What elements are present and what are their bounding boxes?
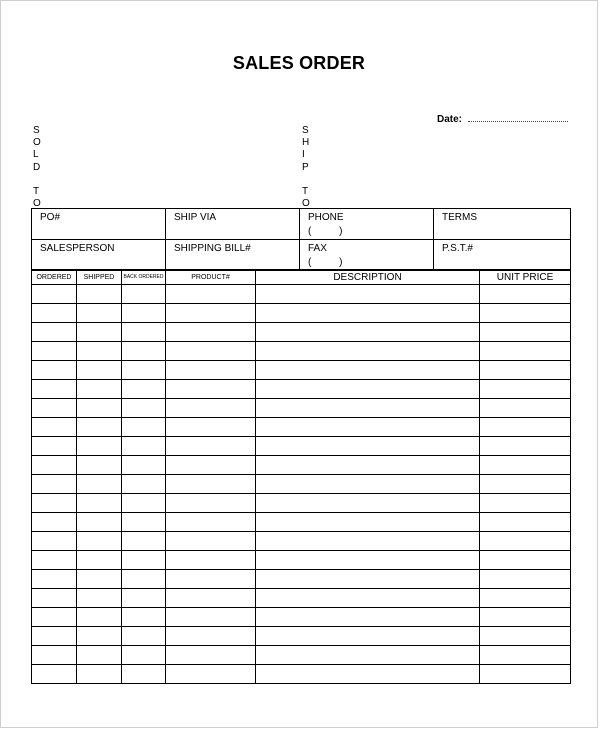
header-shipped: SHIPPED bbox=[77, 270, 122, 285]
pst-cell[interactable] bbox=[434, 240, 571, 271]
table-row bbox=[32, 532, 571, 551]
cell-shipped[interactable] bbox=[77, 513, 122, 532]
cell-description[interactable] bbox=[256, 304, 480, 323]
cell-ordered[interactable] bbox=[32, 494, 77, 513]
cell-shipped[interactable] bbox=[77, 589, 122, 608]
table-row bbox=[32, 342, 571, 361]
cell-back-ordered[interactable] bbox=[122, 551, 166, 570]
cell-ordered[interactable] bbox=[32, 399, 77, 418]
cell-back-ordered[interactable] bbox=[122, 475, 166, 494]
cell-description[interactable] bbox=[256, 456, 480, 475]
table-row bbox=[32, 646, 571, 665]
pst-label: P.S.T.# bbox=[442, 243, 473, 254]
cell-product[interactable] bbox=[166, 399, 256, 418]
header-back-ordered: BACK ORDERED bbox=[122, 270, 166, 285]
cell-product[interactable] bbox=[166, 361, 256, 380]
cell-shipped[interactable] bbox=[77, 627, 122, 646]
cell-product[interactable] bbox=[166, 380, 256, 399]
cell-back-ordered[interactable] bbox=[122, 589, 166, 608]
ship-to-label: S H I P T O bbox=[302, 125, 310, 210]
cell-unit-price[interactable] bbox=[480, 323, 571, 342]
cell-ordered[interactable] bbox=[32, 475, 77, 494]
salesperson-label: SALESPERSON bbox=[40, 243, 115, 254]
cell-ordered[interactable] bbox=[32, 285, 77, 304]
cell-product[interactable] bbox=[166, 513, 256, 532]
cell-ordered[interactable] bbox=[32, 437, 77, 456]
cell-description[interactable] bbox=[256, 513, 480, 532]
cell-ordered[interactable] bbox=[32, 323, 77, 342]
cell-shipped[interactable] bbox=[77, 570, 122, 589]
cell-product[interactable] bbox=[166, 342, 256, 361]
line-items-table bbox=[31, 269, 571, 684]
cell-description[interactable] bbox=[256, 532, 480, 551]
salesperson-cell[interactable] bbox=[32, 240, 166, 271]
ship-via-label: SHIP VIA bbox=[174, 212, 217, 223]
date-field[interactable] bbox=[437, 113, 568, 125]
cell-unit-price[interactable] bbox=[480, 627, 571, 646]
cell-shipped[interactable] bbox=[77, 342, 122, 361]
cell-unit-price[interactable] bbox=[480, 342, 571, 361]
cell-product[interactable] bbox=[166, 456, 256, 475]
cell-back-ordered[interactable] bbox=[122, 361, 166, 380]
phone-parens: ( ) bbox=[308, 226, 343, 237]
fax-parens: ( ) bbox=[308, 257, 343, 268]
cell-product[interactable] bbox=[166, 494, 256, 513]
cell-ordered[interactable] bbox=[32, 551, 77, 570]
cell-description[interactable] bbox=[256, 608, 480, 627]
cell-unit-price[interactable] bbox=[480, 665, 571, 684]
table-row bbox=[32, 494, 571, 513]
cell-unit-price[interactable] bbox=[480, 513, 571, 532]
cell-shipped[interactable] bbox=[77, 532, 122, 551]
cell-shipped[interactable] bbox=[77, 285, 122, 304]
cell-description[interactable] bbox=[256, 475, 480, 494]
cell-ordered[interactable] bbox=[32, 513, 77, 532]
cell-back-ordered[interactable] bbox=[122, 570, 166, 589]
cell-product[interactable] bbox=[166, 418, 256, 437]
table-row bbox=[32, 437, 571, 456]
cell-unit-price[interactable] bbox=[480, 399, 571, 418]
cell-shipped[interactable] bbox=[77, 456, 122, 475]
cell-back-ordered[interactable] bbox=[122, 456, 166, 475]
table-row bbox=[32, 304, 571, 323]
cell-product[interactable] bbox=[166, 570, 256, 589]
cell-ordered[interactable] bbox=[32, 665, 77, 684]
cell-ordered[interactable] bbox=[32, 418, 77, 437]
cell-back-ordered[interactable] bbox=[122, 608, 166, 627]
cell-shipped[interactable] bbox=[77, 304, 122, 323]
cell-description[interactable] bbox=[256, 418, 480, 437]
cell-shipped[interactable] bbox=[77, 323, 122, 342]
cell-unit-price[interactable] bbox=[480, 418, 571, 437]
cell-ordered[interactable] bbox=[32, 589, 77, 608]
cell-product[interactable] bbox=[166, 551, 256, 570]
cell-description[interactable] bbox=[256, 627, 480, 646]
cell-description[interactable] bbox=[256, 380, 480, 399]
sold-to-label: S O L D T O bbox=[33, 125, 41, 210]
cell-product[interactable] bbox=[166, 532, 256, 551]
cell-unit-price[interactable] bbox=[480, 646, 571, 665]
cell-back-ordered[interactable] bbox=[122, 437, 166, 456]
cell-description[interactable] bbox=[256, 646, 480, 665]
header-unit-price: UNIT PRICE bbox=[480, 270, 571, 285]
header-description: DESCRIPTION bbox=[256, 270, 480, 285]
cell-shipped[interactable] bbox=[77, 437, 122, 456]
cell-back-ordered[interactable] bbox=[122, 418, 166, 437]
cell-product[interactable] bbox=[166, 437, 256, 456]
cell-description[interactable] bbox=[256, 551, 480, 570]
cell-description[interactable] bbox=[256, 494, 480, 513]
cell-shipped[interactable] bbox=[77, 418, 122, 437]
table-row bbox=[32, 665, 571, 684]
phone-cell[interactable] bbox=[300, 209, 434, 240]
cell-unit-price[interactable] bbox=[480, 456, 571, 475]
header-ordered: ORDERED bbox=[32, 270, 77, 285]
cell-unit-price[interactable] bbox=[480, 589, 571, 608]
cell-unit-price[interactable] bbox=[480, 551, 571, 570]
cell-unit-price[interactable] bbox=[480, 494, 571, 513]
cell-description[interactable] bbox=[256, 437, 480, 456]
cell-ordered[interactable] bbox=[32, 304, 77, 323]
table-row bbox=[32, 551, 571, 570]
cell-shipped[interactable] bbox=[77, 646, 122, 665]
cell-description[interactable] bbox=[256, 361, 480, 380]
cell-unit-price[interactable] bbox=[480, 437, 571, 456]
cell-product[interactable] bbox=[166, 646, 256, 665]
cell-shipped[interactable] bbox=[77, 551, 122, 570]
cell-shipped[interactable] bbox=[77, 475, 122, 494]
cell-ordered[interactable] bbox=[32, 646, 77, 665]
cell-unit-price[interactable] bbox=[480, 475, 571, 494]
fax-label: FAX bbox=[308, 243, 327, 254]
cell-unit-price[interactable] bbox=[480, 361, 571, 380]
cell-unit-price[interactable] bbox=[480, 285, 571, 304]
cell-back-ordered[interactable] bbox=[122, 494, 166, 513]
cell-ordered[interactable] bbox=[32, 532, 77, 551]
shipping-bill-cell[interactable] bbox=[166, 240, 300, 271]
line-items-header bbox=[32, 270, 571, 285]
cell-shipped[interactable] bbox=[77, 665, 122, 684]
po-label: PO# bbox=[40, 212, 61, 223]
cell-unit-price[interactable] bbox=[480, 608, 571, 627]
date-label: Date: bbox=[437, 114, 463, 125]
cell-ordered[interactable] bbox=[32, 342, 77, 361]
fax-cell[interactable] bbox=[300, 240, 434, 271]
cell-back-ordered[interactable] bbox=[122, 285, 166, 304]
table-row bbox=[32, 608, 571, 627]
cell-shipped[interactable] bbox=[77, 494, 122, 513]
cell-unit-price[interactable] bbox=[480, 304, 571, 323]
cell-shipped[interactable] bbox=[77, 608, 122, 627]
table-row bbox=[32, 570, 571, 589]
cell-ordered[interactable] bbox=[32, 627, 77, 646]
cell-ordered[interactable] bbox=[32, 361, 77, 380]
terms-cell[interactable] bbox=[434, 209, 571, 240]
table-row bbox=[32, 627, 571, 646]
cell-back-ordered[interactable] bbox=[122, 532, 166, 551]
header-product: PRODUCT# bbox=[166, 270, 256, 285]
po-cell[interactable] bbox=[32, 209, 166, 240]
cell-product[interactable] bbox=[166, 304, 256, 323]
cell-product[interactable] bbox=[166, 323, 256, 342]
terms-label: TERMS bbox=[442, 212, 477, 223]
table-row bbox=[32, 475, 571, 494]
cell-back-ordered[interactable] bbox=[122, 399, 166, 418]
cell-unit-price[interactable] bbox=[480, 380, 571, 399]
cell-ordered[interactable] bbox=[32, 380, 77, 399]
shipping-bill-label: SHIPPING BILL# bbox=[174, 243, 251, 254]
cell-product[interactable] bbox=[166, 627, 256, 646]
cell-back-ordered[interactable] bbox=[122, 513, 166, 532]
table-row bbox=[32, 380, 571, 399]
table-row bbox=[32, 361, 571, 380]
table-row bbox=[32, 399, 571, 418]
cell-shipped[interactable] bbox=[77, 399, 122, 418]
cell-product[interactable] bbox=[166, 589, 256, 608]
cell-unit-price[interactable] bbox=[480, 570, 571, 589]
table-row bbox=[32, 589, 571, 608]
table-row bbox=[32, 456, 571, 475]
cell-description[interactable] bbox=[256, 570, 480, 589]
cell-product[interactable] bbox=[166, 475, 256, 494]
cell-shipped[interactable] bbox=[77, 380, 122, 399]
table-row bbox=[32, 285, 571, 304]
date-line[interactable] bbox=[468, 113, 568, 122]
cell-ordered[interactable] bbox=[32, 608, 77, 627]
cell-back-ordered[interactable] bbox=[122, 627, 166, 646]
cell-unit-price[interactable] bbox=[480, 532, 571, 551]
ship-via-cell[interactable] bbox=[166, 209, 300, 240]
cell-description[interactable] bbox=[256, 342, 480, 361]
cell-product[interactable] bbox=[166, 608, 256, 627]
cell-ordered[interactable] bbox=[32, 456, 77, 475]
phone-label: PHONE bbox=[308, 212, 344, 223]
page-title: SALES ORDER bbox=[232, 53, 366, 73]
cell-shipped[interactable] bbox=[77, 361, 122, 380]
cell-product[interactable] bbox=[166, 665, 256, 684]
cell-back-ordered[interactable] bbox=[122, 380, 166, 399]
cell-ordered[interactable] bbox=[32, 570, 77, 589]
cell-description[interactable] bbox=[256, 399, 480, 418]
cell-back-ordered[interactable] bbox=[122, 323, 166, 342]
cell-product[interactable] bbox=[166, 285, 256, 304]
table-row bbox=[32, 513, 571, 532]
table-row bbox=[32, 323, 571, 342]
table-row bbox=[32, 418, 571, 437]
cell-description[interactable] bbox=[256, 665, 480, 684]
cell-back-ordered[interactable] bbox=[122, 304, 166, 323]
cell-back-ordered[interactable] bbox=[122, 665, 166, 684]
cell-description[interactable] bbox=[256, 589, 480, 608]
cell-description[interactable] bbox=[256, 323, 480, 342]
cell-description[interactable] bbox=[256, 285, 480, 304]
cell-back-ordered[interactable] bbox=[122, 646, 166, 665]
cell-back-ordered[interactable] bbox=[122, 342, 166, 361]
order-info-table bbox=[31, 208, 571, 271]
